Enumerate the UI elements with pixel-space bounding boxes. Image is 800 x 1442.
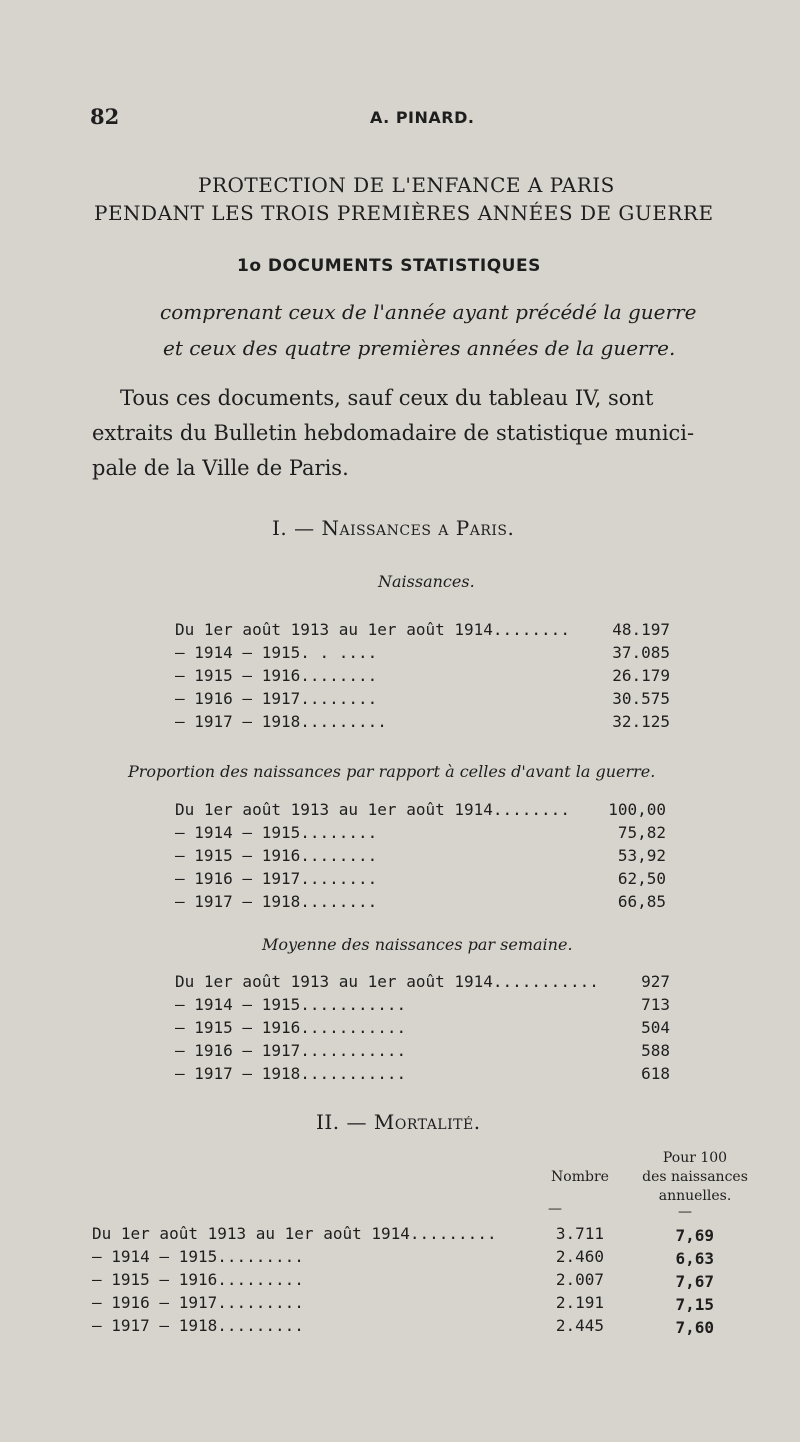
table-row: — 1917 — 1918......... bbox=[92, 1316, 304, 1335]
table-row: Du 1er août 1913 au 1er août 1914........ bbox=[175, 620, 570, 639]
table-row: — 1916 — 1917........ bbox=[175, 689, 378, 708]
table-row: — 1915 — 1916......... bbox=[92, 1270, 304, 1289]
table-cell-value: 100,00 bbox=[608, 800, 666, 819]
title-line-2: PENDANT LES TROIS PREMIÈRES ANNÉES DE GUERRE bbox=[94, 201, 714, 225]
column-header-pour-100-line-2: des naissances bbox=[642, 1169, 748, 1185]
italic-line-1: comprenant ceux de l'année ayant précédé la guerre bbox=[160, 300, 697, 324]
table-cell-pour: 7,67 bbox=[675, 1272, 714, 1291]
table-row: — 1915 — 1916........... bbox=[175, 1018, 407, 1037]
section-title-mortalite: II. — Mortalité. bbox=[316, 1110, 481, 1134]
table-cell-pour: 7,60 bbox=[675, 1318, 714, 1337]
table-cell-value: 75,82 bbox=[617, 823, 666, 842]
table-cell-nombre: 2.460 bbox=[555, 1247, 604, 1266]
table-cell-nombre: 2.191 bbox=[555, 1293, 604, 1312]
table-row: Du 1er août 1913 au 1er août 1914........... bbox=[175, 972, 599, 991]
table-cell-value: 53,92 bbox=[617, 846, 666, 865]
table-cell-value: 30.575 bbox=[612, 689, 670, 708]
table-row: — 1915 — 1916........ bbox=[175, 666, 378, 685]
column-header-pour-100-line-1: Pour 100 bbox=[662, 1150, 728, 1166]
table-cell-pour: 6,63 bbox=[675, 1249, 714, 1268]
section-title-naissances: I. — Naissances a Paris. bbox=[272, 516, 515, 540]
subtitle: 1o DOCUMENTS STATISTIQUES bbox=[237, 256, 541, 276]
table-cell-value: 927 bbox=[641, 972, 670, 991]
running-head: A. PINARD. bbox=[370, 108, 475, 127]
table-row: — 1916 — 1917......... bbox=[92, 1293, 304, 1312]
table-cell-value: 66,85 bbox=[617, 892, 666, 911]
table-cell-nombre: 2.007 bbox=[555, 1270, 604, 1289]
paragraph-line-1: Tous ces documents, sauf ceux du tableau IV, sont bbox=[120, 386, 654, 410]
table-cell-nombre: 3.711 bbox=[555, 1224, 604, 1243]
table-cell-value: 26.179 bbox=[612, 666, 670, 685]
paragraph-line-2: extraits du Bulletin hebdomadaire de statistique munici- bbox=[92, 421, 695, 445]
table-row: Du 1er août 1913 au 1er août 1914......... bbox=[92, 1224, 497, 1243]
table-cell-value: 618 bbox=[641, 1064, 670, 1083]
column-header-pour-100-line-3: annuelles. bbox=[658, 1188, 732, 1204]
table-cell-pour: 7,69 bbox=[675, 1226, 714, 1245]
column-rule-nombre: — bbox=[548, 1201, 562, 1217]
column-rule-pour: — bbox=[678, 1204, 692, 1220]
table-cell-value: 37.085 bbox=[612, 643, 670, 662]
table-label-moyenne: Moyenne des naissances par semaine. bbox=[262, 935, 573, 954]
table-cell-value: 588 bbox=[641, 1041, 670, 1060]
table-row: — 1914 — 1915. . .... bbox=[175, 643, 378, 662]
italic-line-2: et ceux des quatre premières années de la guerre. bbox=[163, 336, 676, 360]
table-row: — 1914 — 1915........ bbox=[175, 823, 378, 842]
table-row: — 1917 — 1918........... bbox=[175, 1064, 407, 1083]
page-number: 82 bbox=[90, 104, 120, 129]
paragraph-line-3: pale de la Ville de Paris. bbox=[92, 456, 349, 480]
table-row: — 1916 — 1917........ bbox=[175, 869, 378, 888]
table-row: — 1916 — 1917........... bbox=[175, 1041, 407, 1060]
table-cell-value: 713 bbox=[641, 995, 670, 1014]
table-label-proportion: Proportion des naissances par rapport à celles d'avant la guerre. bbox=[128, 762, 656, 781]
table-row: — 1915 — 1916........ bbox=[175, 846, 378, 865]
table-row: Du 1er août 1913 au 1er août 1914........ bbox=[175, 800, 570, 819]
column-header-nombre: Nombre bbox=[551, 1169, 609, 1185]
table-row: — 1917 — 1918........ bbox=[175, 892, 378, 911]
table-row: — 1914 — 1915......... bbox=[92, 1247, 304, 1266]
table-row: — 1917 — 1918......... bbox=[175, 712, 387, 731]
table-cell-value: 32.125 bbox=[612, 712, 670, 731]
table-cell-pour: 7,15 bbox=[675, 1295, 714, 1314]
title-line-1: PROTECTION DE L'ENFANCE A PARIS bbox=[198, 173, 615, 197]
table-cell-value: 504 bbox=[641, 1018, 670, 1037]
table-cell-nombre: 2.445 bbox=[555, 1316, 604, 1335]
table-label-naissances: Naissances. bbox=[378, 572, 475, 591]
table-row: — 1914 — 1915........... bbox=[175, 995, 407, 1014]
table-cell-value: 48.197 bbox=[612, 620, 670, 639]
table-cell-value: 62,50 bbox=[617, 869, 666, 888]
